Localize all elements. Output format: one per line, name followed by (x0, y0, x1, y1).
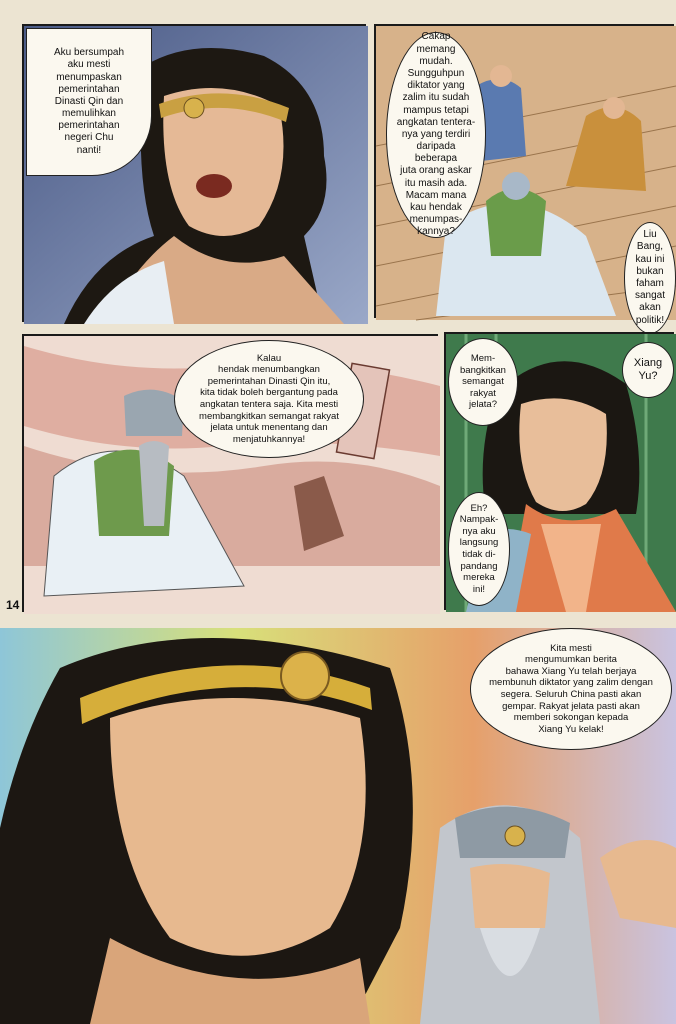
speech-bubble-vow: Aku bersumpah aku mesti menumpaskan pemerintahan Dinasti Qin dan memulihkan pemerintahan negeri Chu nanti! (26, 28, 152, 176)
speech-bubble-xiang-yu-name: Xiang Yu? (622, 342, 674, 398)
page-number: 14 (6, 598, 20, 612)
panel-3-strategist (22, 334, 438, 612)
speech-bubble-strategy: Kalau hendak menumbangkan pemerintahan Dinasti Qin itu, kita tidak boleh bergantung pada angkatan tentera saja. Kita mesti membangkitkan semangat rakyat jelata untuk menentang dan menjatuhkannya! (174, 340, 364, 458)
speech-bubble-liu-bang: Liu Bang, kau ini bukan faham sangat akan politik! (624, 222, 676, 334)
speech-bubble-scoff: Cakap memang mudah. Sungguhpun diktator yang zalim itu sudah mampus tetapi angkatan tentera- nya yang terdiri daripada beberapa juta orang askar itu masih ada. Macam mana kau hendak menumpas- kannya? (386, 32, 486, 238)
speech-bubble-question: Mem- bangkitkan semangat rakyat jelata? (448, 338, 518, 426)
panel-1-vow (22, 24, 366, 322)
panel-5-announcement (0, 628, 676, 1024)
speech-bubble-announcement: Kita mesti mengumumkan berita bahawa Xiang Yu telah berjaya membunuh diktator yang zalim dengan segera. Seluruh China pasti akan gempar. Rakyat jelata pasti akan memberi sokongan kepada Xiang Yu kelak! (470, 628, 672, 750)
speech-bubble-ignored: Eh? Nampak- nya aku langsung tidak di- pandang mereka ini! (448, 492, 510, 606)
panel-2-room (374, 24, 674, 326)
panel-4-xiang-yu (444, 332, 674, 610)
